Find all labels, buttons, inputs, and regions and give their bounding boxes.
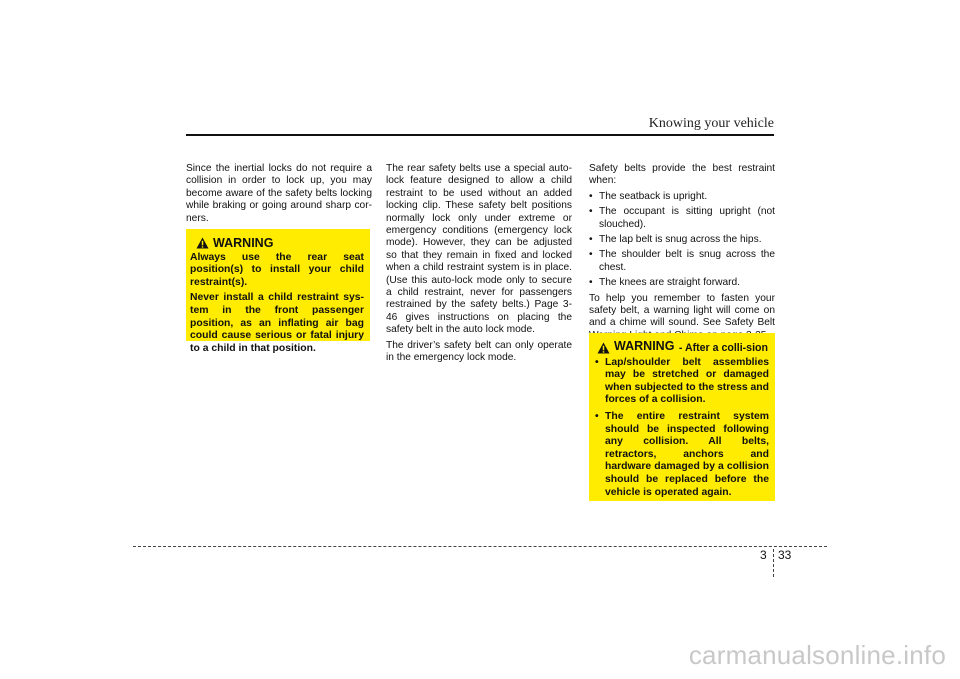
list-item: • The seatback is upright. [589,191,775,203]
warning-header [597,340,775,355]
column-middle [386,163,572,368]
column-right-closing: To help you remember to fasten your safety belt, a warning light will come on and a chime will sound. See Safety Belt [589,292,775,329]
warning-bullets [595,357,769,500]
warning-box-child-restraint [186,229,370,354]
list-item: • The shoulder belt is snug across the chest. [589,249,775,274]
column-right-intro: Safety belts provide the best restraint when: [589,163,775,187]
chapter-number: 3 [760,548,767,562]
list-item: • The lap belt is snug across the hips. [589,234,775,246]
warning-triangle-icon [597,342,610,354]
warning-label: WARNING [213,236,274,250]
header-rule [186,134,774,136]
warning-text [190,252,364,356]
warning-box-after-collision [589,333,775,501]
column-left [186,163,372,228]
column-left-paragraph: Since the inertial locks do not require a collision in order to lock up, you may become aware of the safety belts locking while braking or going around sharp cor-ners. [186,163,372,224]
column-right [589,163,775,345]
footer-rule [133,546,827,547]
column-middle-paragraph: The driver’s safety belt can only operate in the emergency lock mode. [386,339,572,364]
list-item: • Lap/shoulder belt assemblies may be stretched or damaged when subjected to the stress and forces of a collision. [595,357,769,407]
warning-label: WARNING [614,339,675,353]
page-number-divider [773,549,774,577]
list-item: • The entire restraint system should be inspected following any collision. All belts, retractors, anchors and hardware damaged by a collision should be replaced before the vehicle is operated again. [595,411,769,499]
warning-triangle-icon [196,237,209,249]
warning-subtitle: - After a colli-sion [678,342,768,354]
page-number: 33 [778,548,792,562]
list-item: • The occupant is sitting upright (not slouched). [589,206,775,231]
warning-paragraph: Never install a child restraint sys-tem in the front passenger position, as an inflating air bag could cause serious or fatal injury to a child in that position. [190,292,364,354]
watermark: carmanualsonline.info [688,640,946,670]
warning-header [196,237,370,250]
section-title: Knowing your vehicle [648,116,774,131]
warning-paragraph: Always use the rear seat position(s) to install your child restraint(s). [190,251,364,288]
column-middle-paragraph: The rear safety belts use a special auto-lock feature designed to allow a child restraint to be used without an added locking clip. These safety belt positions normally lock only under extreme or emergency conditions (emergency lock mode). However, they can be adjusted so that they remain in fixed and locked when a child restraint system is in place. (Use this auto-lock mode only to secure a child restraint, never for passengers restrained by the safety belts.) Page 3-46 gives instructions on placing the safety belt in the auto lock mode. [386,163,572,336]
list-item: • The knees are straight forward. [589,277,775,289]
restraint-conditions-list [589,191,775,290]
